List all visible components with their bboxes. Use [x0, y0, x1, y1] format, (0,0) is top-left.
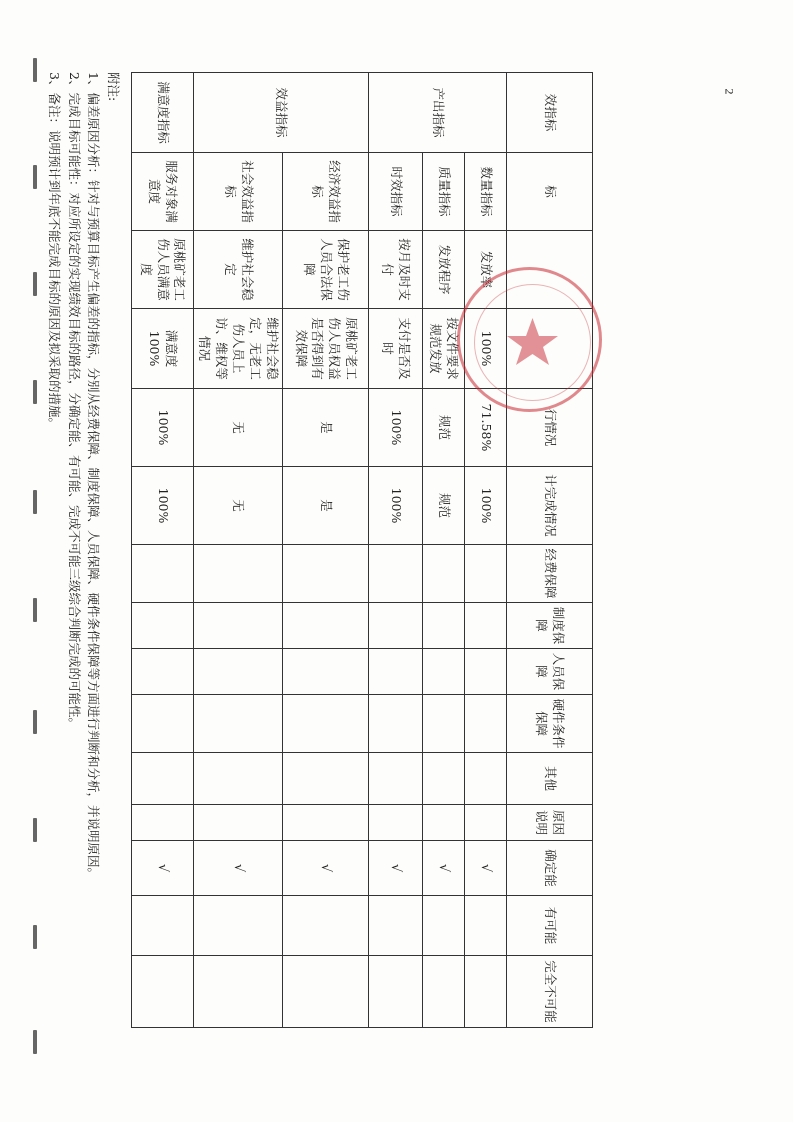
indicator-name: 保护老工伤人员合法保障	[283, 231, 369, 309]
indicator-target: 100%	[465, 309, 507, 389]
indicator-target: 按文件要求规范发放	[423, 309, 465, 389]
indicator-name: 维护社会稳定	[193, 231, 282, 309]
header-reason: 原因说明	[507, 805, 593, 841]
table-row	[423, 73, 465, 1028]
indicator-actual: 是	[283, 389, 369, 467]
check-mark: √	[369, 841, 423, 896]
check-mark: √	[423, 841, 465, 896]
sub-indicator: 质量指标	[423, 153, 465, 231]
performance-table	[131, 72, 593, 1028]
page-number: 2	[722, 88, 737, 95]
header-certain: 确定能	[507, 841, 593, 896]
header-hardware: 硬件条件保障	[507, 695, 593, 753]
check-mark: √	[131, 841, 193, 896]
binder-hole-4	[33, 380, 37, 404]
binder-hole-8	[33, 818, 37, 842]
indicator-actual: 100%	[369, 389, 423, 467]
indicator-actual: 71.58%	[465, 389, 507, 467]
indicator-plan: 100%	[131, 467, 193, 545]
indicator-plan: 是	[283, 467, 369, 545]
table-row	[369, 73, 423, 1028]
table-row	[131, 73, 193, 1028]
check-mark: √	[465, 841, 507, 896]
sub-indicator: 经济效益指标	[283, 153, 369, 231]
binder-hole-9	[33, 925, 37, 949]
header-impossible: 完全不可能	[507, 956, 593, 1028]
category-benefit: 效益指标	[193, 73, 368, 153]
indicator-actual: 无	[193, 389, 282, 467]
category-satisfaction: 满意度指标	[131, 73, 193, 153]
binder-hole-7	[33, 710, 37, 734]
indicator-plan: 100%	[369, 467, 423, 545]
indicator-plan: 无	[193, 467, 282, 545]
binder-hole-10	[33, 1030, 37, 1054]
indicator-target: 满意度 100%	[131, 309, 193, 389]
table-row	[465, 73, 507, 1028]
note-1: 1、偏差原因分析：针对与预算目标产生偏差的指标，分别从经费保障、制度保障、人员保障、硬件条件保障等方面进行判断和分析，并说明原因。	[86, 72, 102, 880]
header-personnel: 人员保障	[507, 649, 593, 695]
indicator-plan: 规范	[423, 467, 465, 545]
binder-hole-3	[33, 272, 37, 296]
indicator-target: 支付是否及时	[369, 309, 423, 389]
note-3: 3、备注：说明预计到年底不能完成目标的原因及拟采取的措施。	[47, 72, 63, 430]
header-possible: 有可能	[507, 896, 593, 956]
check-mark: √	[193, 841, 282, 896]
binder-hole-1	[33, 58, 37, 82]
indicator-target: 原桃矿老工伤人员权益是否得到有效保障	[283, 309, 369, 389]
header-row	[507, 73, 593, 1028]
category-output: 产出指标	[369, 73, 507, 153]
indicator-name: 发放程序	[423, 231, 465, 309]
rotated-content	[47, 72, 593, 1027]
note-2: 2、完成目标可能性：对应所设定的实现绩效目标的路径，分确定能、有可能、完成不可能三级综合判断完成的可能性。	[66, 72, 82, 730]
check-mark: √	[283, 841, 369, 896]
notes	[45, 72, 123, 1027]
notes-title: 附注:	[105, 72, 121, 102]
indicator-actual: 100%	[131, 389, 193, 467]
binder-hole-2	[33, 165, 37, 189]
header-plan-completion: 计完成情况	[507, 467, 593, 545]
table-row	[193, 73, 282, 1028]
indicator-name: 原桃矿老工伤人员满意度	[131, 231, 193, 309]
official-seal	[457, 267, 602, 412]
indicator-actual: 规范	[423, 389, 465, 467]
binder-hole-6	[33, 598, 37, 622]
header-indicator: 效指标	[507, 73, 593, 153]
table-row	[283, 73, 369, 1028]
indicator-name: 发放率	[465, 231, 507, 309]
indicator-plan: 100%	[465, 467, 507, 545]
sub-indicator: 数量指标	[465, 153, 507, 231]
header-system: 制度保障	[507, 603, 593, 649]
sub-indicator: 社会效益指标	[193, 153, 282, 231]
header-sub: 标	[507, 153, 593, 231]
indicator-name: 按月及时支付	[369, 231, 423, 309]
header-execution: 行情况	[507, 389, 593, 467]
header-other: 其他	[507, 753, 593, 805]
indicator-target: 维护社会稳定，无老工伤人员上访、维权等情况	[193, 309, 282, 389]
sub-indicator: 服务对象满意度	[131, 153, 193, 231]
sub-indicator: 时效指标	[369, 153, 423, 231]
header-funding: 经费保障	[507, 545, 593, 603]
binder-hole-5	[33, 490, 37, 514]
